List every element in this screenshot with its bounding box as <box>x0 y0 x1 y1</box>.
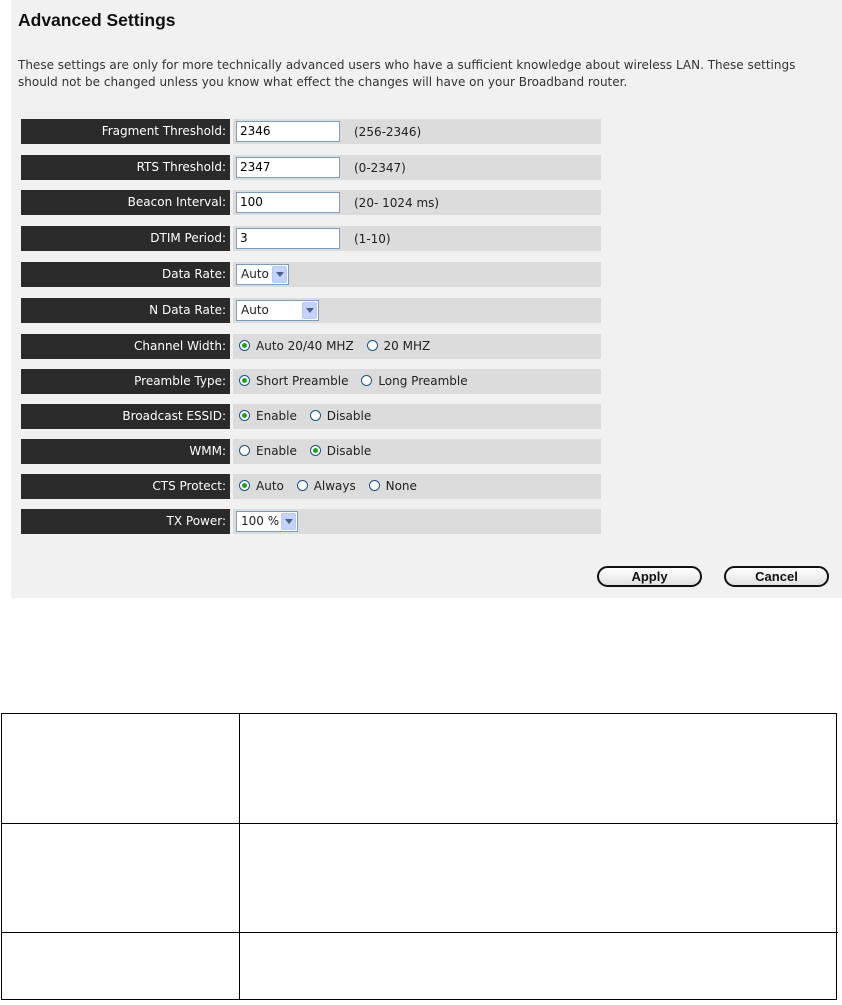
channel-width-option-20mhz[interactable] <box>367 334 431 359</box>
channel-width-label: Channel Width: <box>21 334 230 359</box>
beacon-interval-hint: (20- 1024 ms) <box>354 196 440 210</box>
row-beacon-interval <box>21 190 601 215</box>
broadcast-essid-option-enable[interactable] <box>239 404 297 429</box>
row-cts-protect <box>21 474 601 499</box>
rts-threshold-label: RTS Threshold: <box>21 155 230 180</box>
row-channel-width <box>21 334 601 359</box>
rts-threshold-hint: (0-2347) <box>354 161 406 175</box>
cancel-button[interactable]: Cancel <box>724 566 829 587</box>
broadcast-essid-options <box>239 404 380 429</box>
radio-icon[interactable] <box>369 480 380 491</box>
radio-selected-icon[interactable] <box>239 340 250 351</box>
wmm-cell <box>233 439 601 464</box>
row-tx-power <box>21 509 601 534</box>
dtim-period-label: DTIM Period: <box>21 226 230 251</box>
cts-protect-options <box>239 474 426 499</box>
beacon-interval-cell <box>233 190 601 215</box>
row-data-rate <box>21 262 601 287</box>
radio-icon[interactable] <box>239 445 250 456</box>
channel-width-options <box>239 334 439 359</box>
data-rate-cell <box>233 262 601 287</box>
option-label: None <box>385 479 417 493</box>
n-data-rate-label: N Data Rate: <box>21 298 230 323</box>
row-rts-threshold <box>21 155 601 180</box>
channel-width-cell <box>233 334 601 359</box>
row-n-data-rate <box>21 298 601 323</box>
dtim-period-hint: (1-10) <box>354 232 391 246</box>
fragment-threshold-cell <box>233 119 601 144</box>
cts-protect-label: CTS Protect: <box>21 474 230 499</box>
option-label: Short Preamble <box>256 374 349 388</box>
tx-power-select[interactable] <box>236 511 298 532</box>
rts-threshold-input[interactable]: 2347 <box>236 157 340 178</box>
broadcast-essid-label: Broadcast ESSID: <box>21 404 230 429</box>
radio-selected-icon[interactable] <box>239 480 250 491</box>
radio-selected-icon[interactable] <box>310 445 321 456</box>
table-row <box>2 933 838 1000</box>
dtim-period-input[interactable]: 3 <box>236 228 340 249</box>
fragment-threshold-hint: (256-2346) <box>354 125 422 139</box>
cts-protect-option-auto[interactable] <box>239 474 284 499</box>
n-data-rate-select[interactable] <box>236 300 319 321</box>
cts-protect-option-always[interactable] <box>297 474 356 499</box>
option-label: Auto <box>256 479 284 493</box>
broadcast-essid-option-disable[interactable] <box>310 404 372 429</box>
radio-icon[interactable] <box>367 340 378 351</box>
preamble-type-label: Preamble Type: <box>21 369 230 394</box>
data-rate-select[interactable] <box>236 264 289 285</box>
option-label: Disable <box>326 409 372 423</box>
option-label: Auto 20/40 MHZ <box>256 339 354 353</box>
radio-icon[interactable] <box>310 410 321 421</box>
option-label: Enable <box>256 444 297 458</box>
broadcast-essid-cell <box>233 404 601 429</box>
radio-selected-icon[interactable] <box>239 375 250 386</box>
n-data-rate-selected: Auto <box>241 303 269 317</box>
chevron-down-icon[interactable] <box>281 513 296 530</box>
data-rate-selected: Auto <box>241 267 269 281</box>
table-row <box>2 824 838 933</box>
wmm-label: WMM: <box>21 439 230 464</box>
rts-threshold-cell <box>233 155 601 180</box>
beacon-interval-input[interactable]: 100 <box>236 192 340 213</box>
radio-icon[interactable] <box>297 480 308 491</box>
preamble-type-options <box>239 369 477 394</box>
cts-protect-option-none[interactable] <box>369 474 417 499</box>
fragment-threshold-input[interactable]: 2346 <box>236 121 340 142</box>
table-row <box>2 714 838 824</box>
tx-power-selected: 100 % <box>241 514 280 528</box>
dtim-period-cell <box>233 226 601 251</box>
channel-width-option-auto[interactable] <box>239 334 354 359</box>
wmm-options <box>239 439 380 464</box>
tx-power-label: TX Power: <box>21 509 230 534</box>
option-label: Long Preamble <box>378 374 468 388</box>
fragment-threshold-label: Fragment Threshold: <box>21 119 230 144</box>
chevron-down-icon[interactable] <box>302 302 317 319</box>
page-description: These settings are only for more technically advanced users who have a sufficient knowledge about wireless LAN. These settings should not be changed unless you know what effect the changes will have on your Broadband router. <box>18 58 796 89</box>
row-wmm <box>21 439 601 464</box>
page-title: Advanced Settings <box>18 10 176 30</box>
row-broadcast-essid <box>21 404 601 429</box>
chevron-down-icon[interactable] <box>272 266 287 283</box>
preamble-type-cell <box>233 369 601 394</box>
preamble-option-short[interactable] <box>239 369 348 394</box>
option-label: Enable <box>256 409 297 423</box>
row-fragment-threshold <box>21 119 601 144</box>
description-table <box>1 713 837 1000</box>
n-data-rate-cell <box>233 298 601 323</box>
table-divider <box>239 714 240 1000</box>
radio-icon[interactable] <box>361 375 372 386</box>
wmm-option-disable[interactable] <box>310 439 372 464</box>
tx-power-cell <box>233 509 601 534</box>
preamble-option-long[interactable] <box>361 369 467 394</box>
option-label: Always <box>313 479 356 493</box>
wmm-option-enable[interactable] <box>239 439 297 464</box>
data-rate-label: Data Rate: <box>21 262 230 287</box>
option-label: Disable <box>326 444 372 458</box>
beacon-interval-label: Beacon Interval: <box>21 190 230 215</box>
apply-button[interactable]: Apply <box>597 566 702 587</box>
row-dtim-period <box>21 226 601 251</box>
cts-protect-cell <box>233 474 601 499</box>
option-label: 20 MHZ <box>383 339 431 353</box>
row-preamble-type <box>21 369 601 394</box>
radio-selected-icon[interactable] <box>239 410 250 421</box>
